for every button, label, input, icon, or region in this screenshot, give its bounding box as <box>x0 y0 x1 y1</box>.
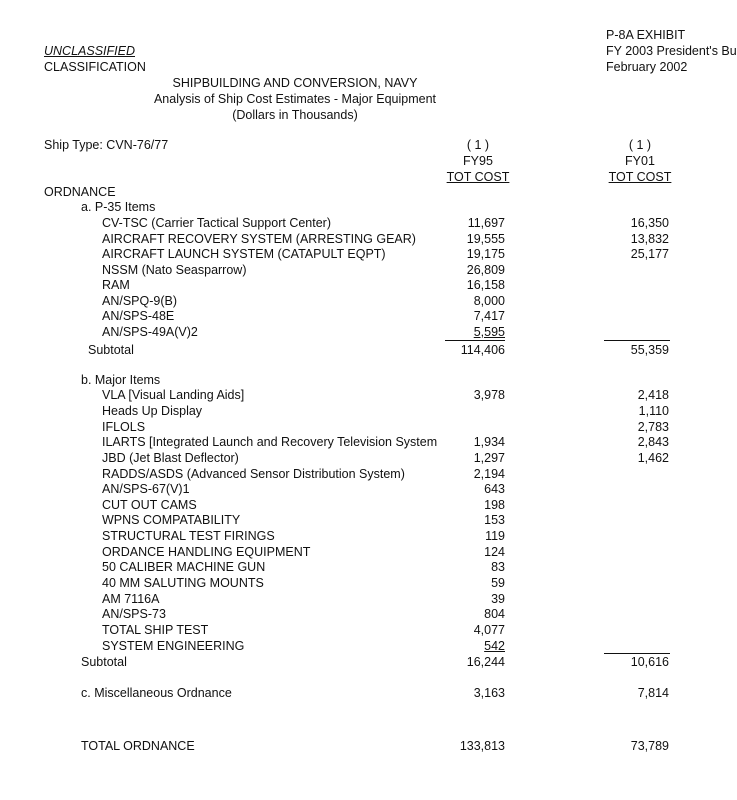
item-name: AN/SPS-73 <box>102 607 166 621</box>
item-name: ILARTS [Integrated Launch and Recovery Television System <box>102 435 438 449</box>
item-name: 40 MM SALUTING MOUNTS <box>102 576 264 590</box>
item-name: AN/SPS-67(V)1 <box>102 482 190 496</box>
subtotal-rule-fy01-b <box>604 653 670 654</box>
group-b-subtotal-fy95: 16,244 <box>466 655 505 669</box>
document-subtitle: Analysis of Ship Cost Estimates - Major Equipment <box>153 92 437 106</box>
item-fy01: 25,177 <box>630 247 669 261</box>
item-name: AN/SPS-49A(V)2 <box>102 325 198 339</box>
col2-note: ( 1 ) <box>628 138 652 152</box>
item-name: ORDANCE HANDLING EQUIPMENT <box>102 545 311 559</box>
item-fy95: 39 <box>491 592 505 606</box>
date-label: February 2002 <box>606 60 688 74</box>
item-name: RAM <box>102 278 130 292</box>
item-name: SYSTEM ENGINEERING <box>102 639 245 653</box>
item-fy95: 1,297 <box>473 451 505 465</box>
group-b-subtotal-fy01: 10,616 <box>630 655 669 669</box>
item-fy95: 19,175 <box>466 247 505 261</box>
item-name: NSSM (Nato Seasparrow) <box>102 263 247 277</box>
item-fy01: 1,110 <box>638 404 669 418</box>
item-name: CUT OUT CAMS <box>102 498 197 512</box>
item-name: AIRCRAFT RECOVERY SYSTEM (ARRESTING GEAR) <box>102 232 416 246</box>
group-b-title: b. Major Items <box>81 373 161 387</box>
col1-fy: FY95 <box>463 154 493 168</box>
item-fy95: 542 <box>484 639 505 653</box>
section-title: ORDNANCE <box>44 185 116 199</box>
document-title: SHIPBUILDING AND CONVERSION, NAVY <box>172 76 418 90</box>
item-name: WPNS COMPATABILITY <box>102 513 241 527</box>
group-c-fy95: 3,163 <box>473 686 505 700</box>
document-units: (Dollars in Thousands) <box>232 108 358 122</box>
col2-fy: FY01 <box>625 154 655 168</box>
item-fy95: 4,077 <box>473 623 505 637</box>
item-name: RADDS/ASDS (Advanced Sensor Distribution System) <box>102 467 405 481</box>
total-fy95: 133,813 <box>459 739 505 753</box>
total-fy01: 73,789 <box>630 739 669 753</box>
item-fy95: 153 <box>484 513 505 527</box>
col1-note: ( 1 ) <box>466 138 490 152</box>
item-fy95: 119 <box>485 529 505 543</box>
ship-type: Ship Type: CVN-76/77 <box>44 138 169 152</box>
group-a-subtotal-fy95: 114,406 <box>460 343 505 357</box>
item-fy95: 16,158 <box>466 278 505 292</box>
group-b-subtotal-label: Subtotal <box>81 655 127 669</box>
group-a-subtotal-fy01: 55,359 <box>630 343 669 357</box>
group-a-subtotal-label: Subtotal <box>88 343 134 357</box>
item-fy01: 1,462 <box>637 451 669 465</box>
item-fy01: 16,350 <box>630 216 669 230</box>
group-a-title: a. P-35 Items <box>81 200 156 214</box>
item-name: AN/SPQ-9(B) <box>102 294 178 308</box>
item-name: STRUCTURAL TEST FIRINGS <box>102 529 275 543</box>
item-name: AM 7116A <box>102 592 160 606</box>
item-fy01: 2,843 <box>637 435 669 449</box>
col2-label: TOT COST <box>608 170 672 184</box>
item-name: IFLOLS <box>102 420 146 434</box>
item-name: CV-TSC (Carrier Tactical Support Center) <box>102 216 332 230</box>
item-fy95: 5,595 <box>473 325 505 339</box>
subtotal-rule-fy01 <box>604 340 670 341</box>
item-name: Heads Up Display <box>102 404 203 418</box>
item-fy95: 19,555 <box>466 232 505 246</box>
item-fy95: 26,809 <box>466 263 505 277</box>
total-label: TOTAL ORDNANCE <box>81 739 195 753</box>
budget-label: FY 2003 President's Bu <box>606 44 737 58</box>
item-fy95: 804 <box>484 607 505 621</box>
group-c-title: c. Miscellaneous Ordnance <box>81 686 232 700</box>
item-fy95: 1,934 <box>473 435 505 449</box>
item-fy95: 8,000 <box>473 294 505 308</box>
item-fy01: 2,418 <box>637 388 669 402</box>
item-name: TOTAL SHIP TEST <box>102 623 209 637</box>
item-fy95: 3,978 <box>473 388 505 402</box>
item-name: AN/SPS-48E <box>102 309 175 323</box>
subtotal-rule-fy95 <box>445 340 505 341</box>
item-name: 50 CALIBER MACHINE GUN <box>102 560 266 574</box>
item-fy95: 7,417 <box>473 309 505 323</box>
item-fy95: 643 <box>484 482 505 496</box>
item-name: AIRCRAFT LAUNCH SYSTEM (CATAPULT EQPT) <box>102 247 386 261</box>
item-fy95: 11,697 <box>467 216 505 230</box>
exhibit-label: P-8A EXHIBIT <box>606 28 686 42</box>
item-fy95: 83 <box>491 560 505 574</box>
item-fy01: 13,832 <box>630 232 669 246</box>
item-name: VLA [Visual Landing Aids] <box>102 388 245 402</box>
item-fy01: 2,783 <box>637 420 669 434</box>
item-fy95: 124 <box>484 545 505 559</box>
group-c-fy01: 7,814 <box>637 686 669 700</box>
classification-value: UNCLASSIFIED <box>44 44 135 58</box>
item-fy95: 198 <box>484 498 505 512</box>
classification-label: CLASSIFICATION <box>44 60 146 74</box>
item-fy95: 59 <box>491 576 505 590</box>
item-name: JBD (Jet Blast Deflector) <box>102 451 239 465</box>
col1-label: TOT COST <box>446 170 510 184</box>
item-fy95: 2,194 <box>473 467 505 481</box>
